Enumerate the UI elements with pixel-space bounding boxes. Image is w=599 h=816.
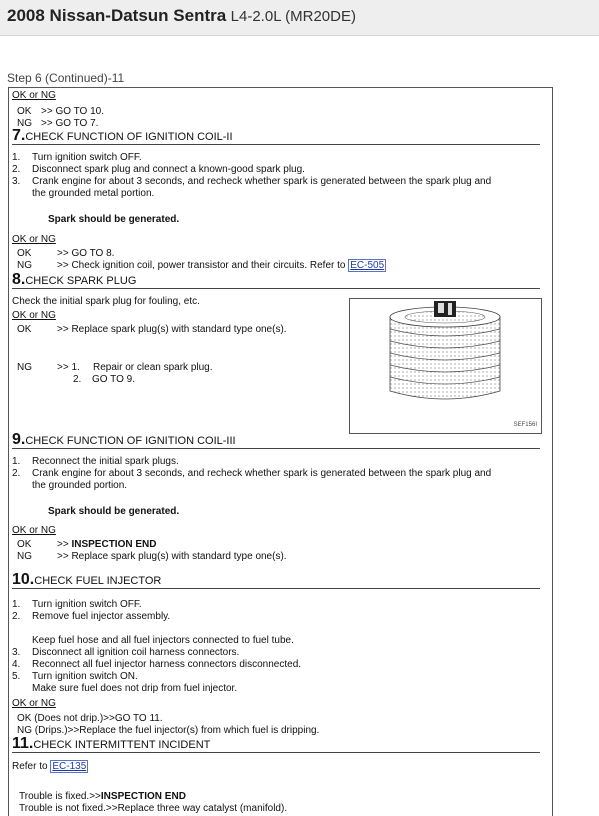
step-title: Step 6 (Continued)-11 xyxy=(7,71,125,85)
refer-row xyxy=(12,761,88,773)
fixed-row xyxy=(19,791,186,803)
ng-row xyxy=(17,118,98,130)
item-text: Disconnect spark plug and connect a known-good spark plug. xyxy=(32,164,305,175)
item-text: Turn ignition switch OFF. xyxy=(32,599,142,610)
section-intro: Check the initial spark plug for fouling, etc. xyxy=(12,296,200,307)
ok-action: INSPECTION END xyxy=(71,539,157,550)
section-7-heading xyxy=(12,127,540,145)
section-10-heading xyxy=(12,571,540,589)
item-number: 2. xyxy=(12,164,21,175)
spark-plug-figure xyxy=(349,298,542,434)
ok-arrow: >> xyxy=(57,539,69,550)
list-item xyxy=(12,611,170,623)
ng-action: >> Replace spark plug(s) with standard type one(s). xyxy=(57,551,287,562)
ok-ng-label: OK or NG xyxy=(12,234,56,245)
ok-action: >> GO TO 10. xyxy=(41,106,104,117)
ok-row xyxy=(17,324,287,336)
refer-text: Refer to xyxy=(12,761,48,772)
ok-ng-label: OK or NG xyxy=(12,310,56,321)
vehicle-title: 2008 Nissan-Datsun Sentra xyxy=(7,6,227,25)
fixed-condition: Trouble is fixed.>> xyxy=(19,791,101,802)
spark-plug-drawing xyxy=(350,299,541,433)
item-number: 3. xyxy=(12,176,21,187)
fixed-action: INSPECTION END xyxy=(100,791,186,802)
ok-row xyxy=(17,106,104,118)
ok-row: OK (Does not drip.)>>GO TO 11. xyxy=(17,713,163,724)
item-text: Disconnect all ignition coil harness connectors. xyxy=(32,647,240,658)
ok-ng-label: OK or NG xyxy=(12,525,56,536)
ng-row: NG (Drips.)>>Replace the fuel injector(s) from which fuel is dripping. xyxy=(17,725,320,736)
item-text: Reconnect all fuel injector harness connectors disconnected. xyxy=(32,659,302,670)
ok-action: >> Replace spark plug(s) with standard type one(s). xyxy=(57,324,287,335)
ok-ng-label: OK or NG xyxy=(12,90,56,101)
section-8-heading xyxy=(12,271,540,289)
ng-key: NG xyxy=(17,260,32,271)
not-fixed-row: Trouble is not fixed.>>Replace three way catalyst (manifold). xyxy=(19,803,288,814)
item-text: Crank engine for about 3 seconds, and recheck whether spark is generated between the spark plug and xyxy=(32,176,492,187)
list-item-continued: Make sure fuel does not drip from fuel injector. xyxy=(32,683,238,694)
list-item xyxy=(12,152,142,164)
list-item xyxy=(12,164,305,176)
list-item-continued: the grounded metal portion. xyxy=(32,188,155,199)
ng-row xyxy=(17,260,386,272)
ok-key: OK xyxy=(17,248,32,259)
item-number: 3. xyxy=(12,647,21,658)
list-item xyxy=(12,671,138,683)
item-number: 4. xyxy=(12,659,21,670)
ng-row xyxy=(17,362,213,374)
ng-key: NG xyxy=(17,551,32,562)
list-item-continued: the grounded portion. xyxy=(32,480,128,491)
ng-row xyxy=(17,551,287,563)
ok-key: OK xyxy=(17,539,32,550)
ok-action: >> GO TO 8. xyxy=(57,248,115,259)
item-number: 5. xyxy=(12,671,21,682)
spec-note: Spark should be generated. xyxy=(48,214,180,225)
list-note: Keep fuel hose and all fuel injectors connected to fuel tube. xyxy=(32,635,294,646)
ok-key: OK xyxy=(17,106,32,117)
section-title: CHECK FUNCTION OF IGNITION COIL-III xyxy=(25,435,236,447)
list-item xyxy=(12,599,142,611)
item-text: Turn ignition switch OFF. xyxy=(32,152,142,163)
engine-spec: L4-2.0L (MR20DE) xyxy=(230,8,356,25)
section-title: CHECK FUEL INJECTOR xyxy=(34,575,162,587)
spec-note: Spark should be generated. xyxy=(48,506,180,517)
ng-step-text: GO TO 9. xyxy=(92,374,135,385)
ok-row xyxy=(17,539,156,551)
list-item xyxy=(12,456,179,468)
item-text: Crank engine for about 3 seconds, and recheck whether spark is generated between the spark plug and xyxy=(32,468,492,479)
ng-key: NG xyxy=(17,118,32,129)
ng-step-number: 2. xyxy=(73,374,82,385)
item-number: 2. xyxy=(12,611,21,622)
section-title: CHECK INTERMITTENT INCIDENT xyxy=(33,739,211,751)
section-title: CHECK SPARK PLUG xyxy=(25,275,137,287)
list-item xyxy=(12,468,491,480)
item-text: Remove fuel injector assembly. xyxy=(32,611,171,622)
ng-step-text: Repair or clean spark plug. xyxy=(93,362,213,373)
item-number: 1. xyxy=(12,456,21,467)
section-number: 11. xyxy=(12,735,34,752)
section-number: 9. xyxy=(12,431,26,448)
ng-action: >> GO TO 7. xyxy=(41,118,99,129)
section-11-heading xyxy=(12,735,540,753)
ec-135-link[interactable]: EC-135 xyxy=(52,761,87,772)
list-item xyxy=(12,647,239,659)
ng-row-step2 xyxy=(73,374,135,386)
ec-505-link[interactable]: EC-505 xyxy=(350,260,385,271)
ng-key: NG xyxy=(17,362,32,373)
item-number: 2. xyxy=(12,468,21,479)
list-item xyxy=(12,176,491,188)
figure-code: SEF156I xyxy=(513,422,537,428)
ok-key: OK xyxy=(17,324,32,335)
item-number: 1. xyxy=(12,599,21,610)
list-item xyxy=(12,659,301,671)
ok-row xyxy=(17,248,114,260)
ng-action: >> Check ignition coil, power transistor and their circuits. Refer to xyxy=(57,260,346,271)
procedure-document xyxy=(8,87,553,816)
section-number: 7. xyxy=(12,127,26,144)
section-number: 10. xyxy=(12,571,35,588)
section-title: CHECK FUNCTION OF IGNITION COIL-II xyxy=(25,131,233,143)
ok-ng-label: OK or NG xyxy=(12,698,56,709)
page-header xyxy=(0,0,599,36)
section-number: 8. xyxy=(12,271,26,288)
item-text: Turn ignition switch ON. xyxy=(32,671,138,682)
section-9-heading xyxy=(12,431,540,449)
ng-step-number: >> 1. xyxy=(57,362,80,373)
item-number: 1. xyxy=(12,152,21,163)
item-text: Reconnect the initial spark plugs. xyxy=(32,456,179,467)
